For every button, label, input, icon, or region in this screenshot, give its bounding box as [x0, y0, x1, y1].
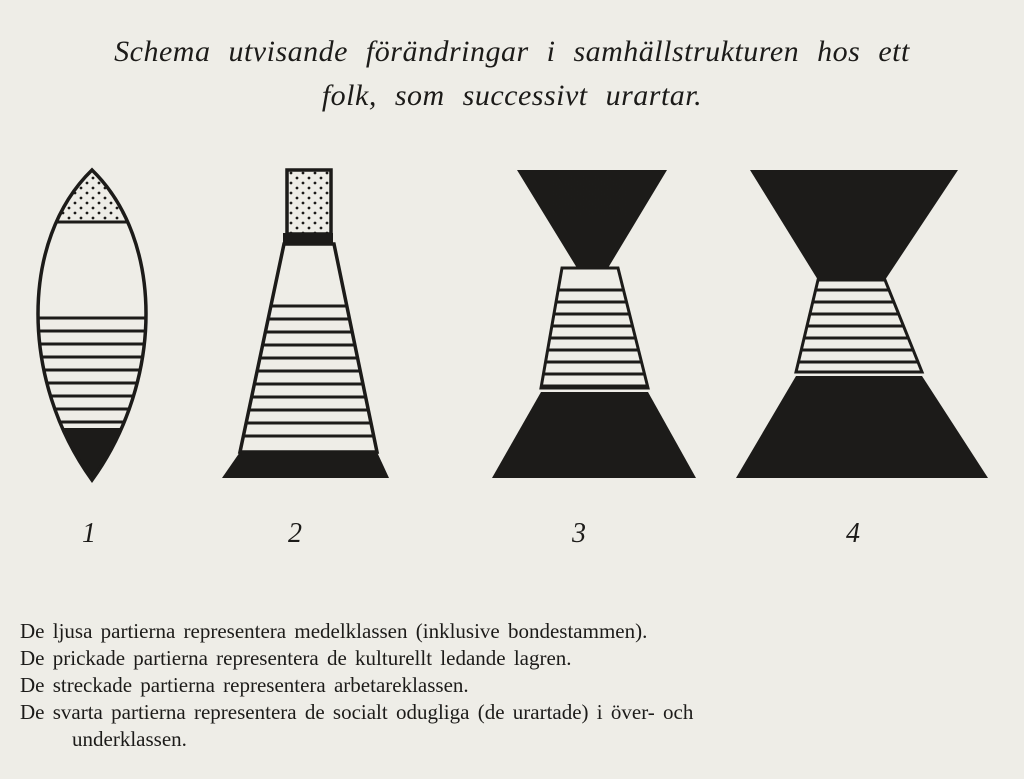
legend: [20, 618, 1010, 753]
fig4-black-bottom: [736, 376, 988, 478]
figure-3-hourglass: [492, 170, 696, 478]
fig1-black-bottom: [20, 428, 170, 488]
figure-1-label: 1: [82, 518, 96, 549]
figure-2-pyramid: [222, 170, 389, 478]
fig2-black-bottom: [222, 452, 389, 478]
legend-light: De ljusa partierna representera medelklassen (inklusive bondestammen).: [20, 619, 648, 643]
fig4-dotted-top: [798, 176, 912, 200]
fig2-dotted-top: [287, 170, 331, 234]
fig3-striped: [542, 290, 647, 386]
fig1-dotted-top: [20, 170, 170, 222]
figure-3-label: 3: [572, 518, 586, 549]
figure-1-lens: [20, 170, 170, 488]
fig4-striped: [799, 290, 918, 362]
figure-4-label: 4: [846, 518, 860, 549]
legend-striped: De streckade partierna representera arbetareklassen.: [20, 673, 469, 697]
title-line-1: Schema utvisande förändringar i samhällstrukturen hos ett: [114, 35, 910, 68]
legend-black: De svarta partierna representera de socialt odugliga (de urartade) i över- och: [20, 700, 694, 724]
fig2-striped: [244, 306, 374, 436]
title-line-2: folk, som successivt urartar.: [321, 79, 703, 112]
fig3-black-bottom: [492, 392, 696, 478]
figure-4-hourglass: [736, 170, 988, 478]
legend-black-continuation: underklassen.: [72, 727, 187, 751]
legend-dotted: De prickade partierna representera de kulturellt ledande lagren.: [20, 646, 572, 670]
figure-2-label: 2: [288, 518, 302, 549]
